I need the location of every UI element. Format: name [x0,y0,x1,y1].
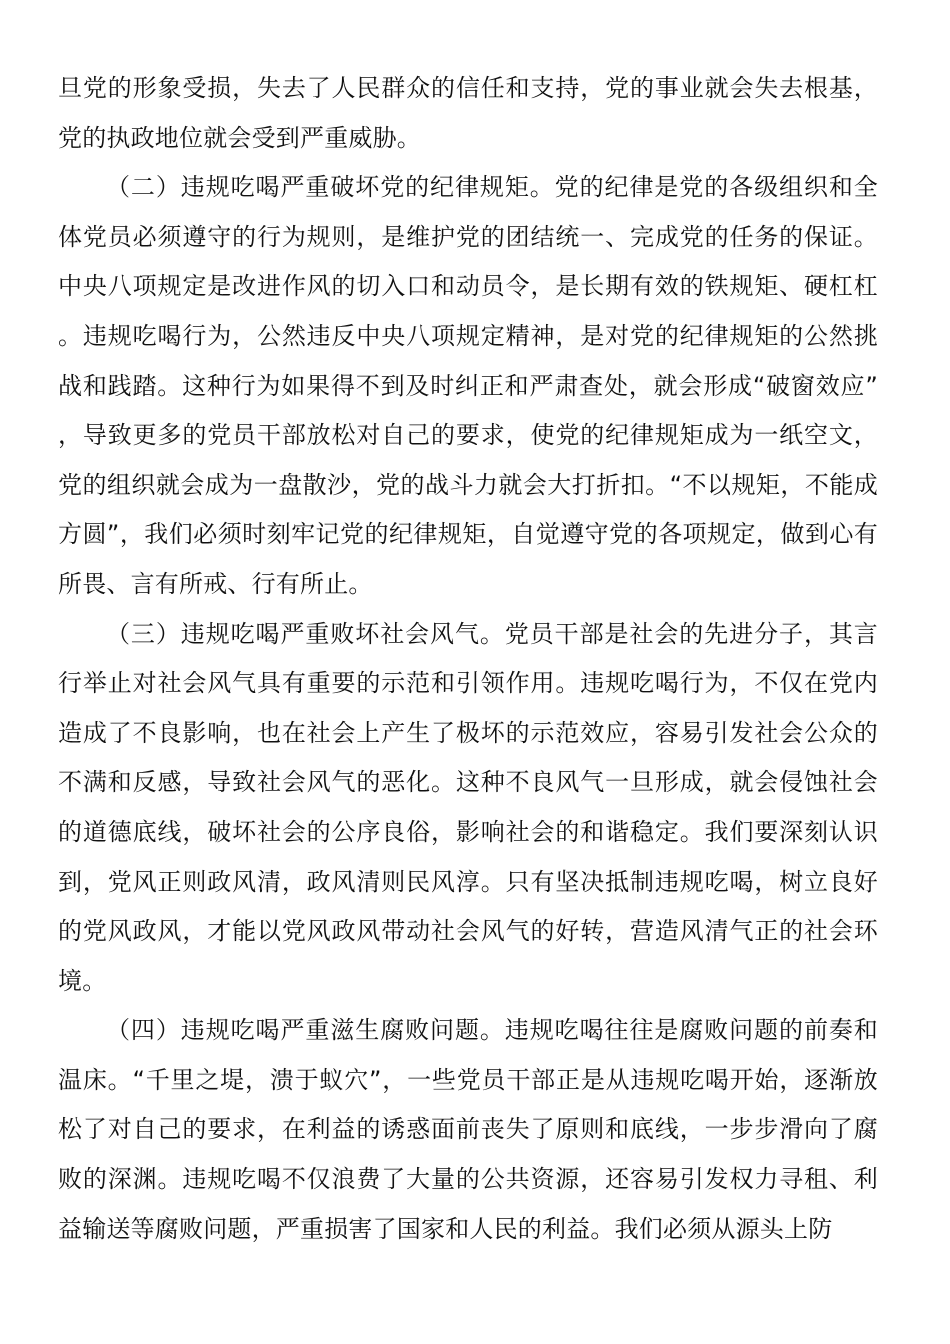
paragraph-section-four: （四）违规吃喝严重滋生腐败问题。违规吃喝往往是腐败问题的前奏和温床。“千里之堤，溃于蚁穴”，一些党员干部正是从违规吃喝开始，逐渐放松了对自己的要求，在利益的诱惑面前丧失了原则和底线，一步步滑向了腐败的深渊。违规吃喝不仅浪费了大量的公共资源，还容易引发权力寻租、利益输送等腐败问题，严重损害了国家和人民的利益。我们必须从源头上防 [58,1016,878,1243]
document-page [58,64,878,1254]
paragraph-continuation: 旦党的形象受损，失去了人民群众的信任和支持，党的事业就会失去根基，党的执政地位就会受到严重威胁。 [58,74,878,152]
paragraph-section-three: （三）违规吃喝严重败坏社会风气。党员干部是社会的先进分子，其言行举止对社会风气具有重要的示范和引领作用。违规吃喝行为，不仅在党内造成了不良影响，也在社会上产生了极坏的示范效应，容易引发社会公众的不满和反感，导致社会风气的恶化。这种不良风气一旦形成，就会侵蚀社会的道德底线，破坏社会的公序良俗，影响社会的和谐稳定。我们要深刻认识到，党风正则政风清，政风清则民风淳。只有坚决抵制违规吃喝，树立良好的党风政风，才能以党风政风带动社会风气的好转，营造风清气正的社会环境。 [58,619,878,995]
paragraph-section-two: （二）违规吃喝严重破坏党的纪律规矩。党的纪律是党的各级组织和全体党员必须遵守的行为规则，是维护党的团结统一、完成党的任务的保证。中央八项规定是改进作风的切入口和动员令，是长期有效的铁规矩、硬杠杠。违规吃喝行为，公然违反中央八项规定精神，是对党的纪律规矩的公然挑战和践踏。这种行为如果得不到及时纠正和严肃查处，就会形成“破窗效应”，导致更多的党员干部放松对自己的要求，使党的纪律规矩成为一纸空文，党的组织就会成为一盘散沙，党的战斗力就会大打折扣。“不以规矩，不能成方圆”，我们必须时刻牢记党的纪律规矩，自觉遵守党的各项规定，做到心有所畏、言有所戒、行有所止。 [58,173,878,598]
